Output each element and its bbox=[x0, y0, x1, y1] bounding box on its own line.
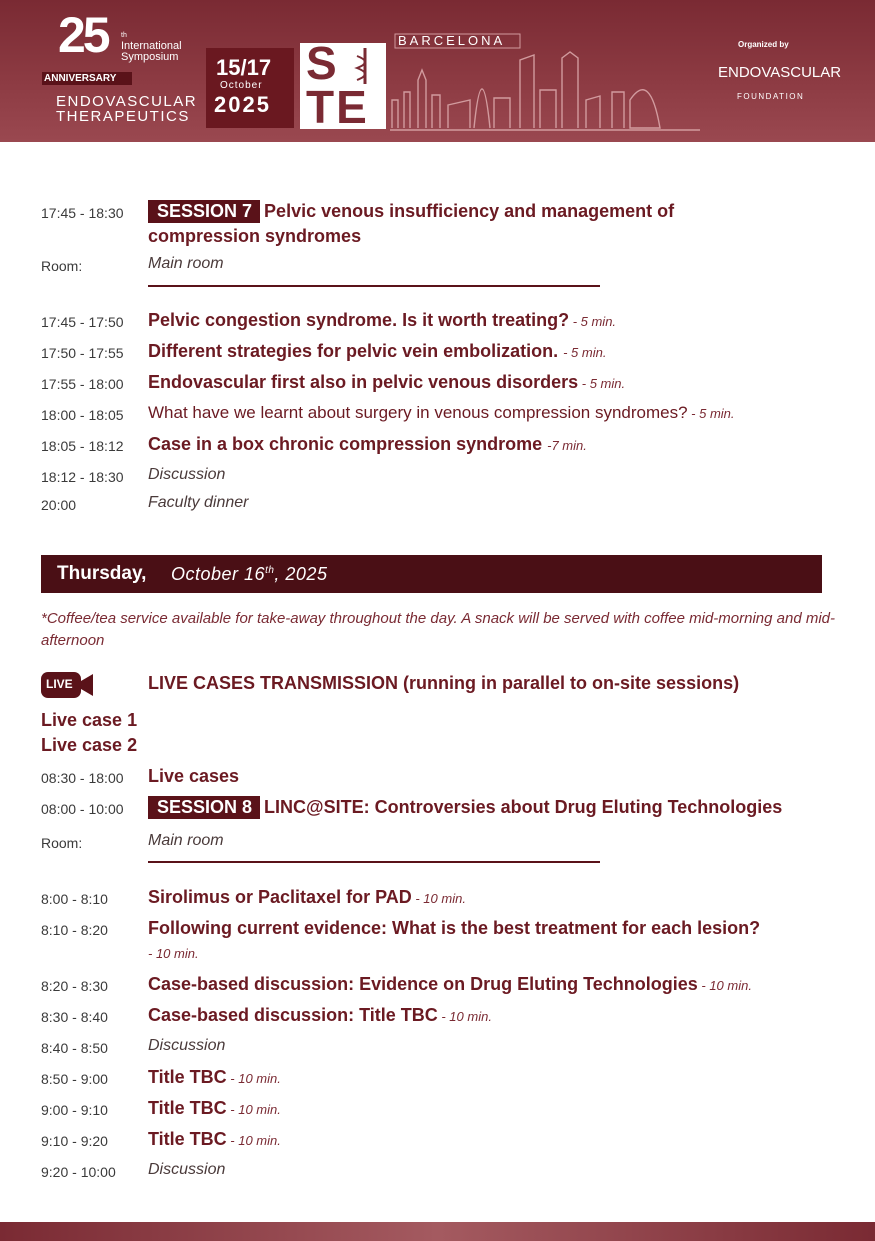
item-time: 18:05 - 18:12 bbox=[41, 438, 124, 454]
session7-title bbox=[148, 200, 674, 223]
session7-badge: SESSION 7 bbox=[148, 200, 260, 223]
anniversary-number: 25 bbox=[58, 7, 108, 63]
item-duration: - 10 min. bbox=[226, 1102, 281, 1117]
item-duration: - 5 min. bbox=[563, 345, 607, 360]
day-date-main: October 16 bbox=[171, 564, 266, 584]
live-icon-label: LIVE bbox=[46, 677, 73, 691]
item-title: Title TBC bbox=[148, 1098, 227, 1118]
agenda-item bbox=[148, 403, 735, 423]
item-title: Pelvic congestion syndrome. Is it worth treating? bbox=[148, 310, 570, 330]
item-time: 17:55 - 18:00 bbox=[41, 376, 124, 392]
discussion-label: Discussion bbox=[148, 1037, 226, 1054]
agenda-item bbox=[148, 887, 466, 908]
item-time: 17:50 - 17:55 bbox=[41, 345, 124, 361]
site-logo-bottom: TE bbox=[306, 81, 369, 133]
agenda-item bbox=[148, 1098, 281, 1119]
item-duration: - 5 min. bbox=[569, 314, 617, 329]
coffee-note: *Coffee/tea service available for take-away throughout the day. A snack will be served with coffee mid-morning and mid-afternoon bbox=[41, 610, 836, 649]
agenda-item bbox=[148, 1129, 281, 1150]
live-cases-label: Live cases bbox=[148, 766, 240, 786]
item-title: What have we learnt about surgery in venous compression syndromes? bbox=[148, 403, 688, 422]
discussion-time: 18:12 - 18:30 bbox=[41, 469, 124, 485]
item-time: 17:45 - 17:50 bbox=[41, 314, 124, 330]
item-duration: - 10 min. bbox=[148, 946, 199, 961]
item-duration: - 10 min. bbox=[226, 1071, 281, 1086]
footer-banner bbox=[0, 1222, 875, 1241]
dates-days: 15/17 bbox=[216, 55, 272, 80]
day-header-bar bbox=[41, 555, 822, 593]
room-label: Room: bbox=[41, 835, 83, 851]
live-video-icon bbox=[41, 671, 95, 704]
discussion-label: Discussion bbox=[148, 1161, 226, 1178]
divider-dash bbox=[595, 861, 600, 863]
divider bbox=[148, 285, 595, 287]
agenda-item: Following current evidence: What is the best treatment for each lesion? bbox=[148, 918, 761, 938]
organizer-name: ENDOVASCULAR bbox=[718, 64, 842, 81]
session7-title-line1: Pelvic venous insufficiency and management of bbox=[264, 201, 675, 221]
live-case-1: Live case 1 bbox=[41, 710, 138, 730]
item-duration: -7 min. bbox=[547, 438, 587, 453]
site-logo-top: S bbox=[306, 37, 337, 89]
agenda-item bbox=[148, 1005, 492, 1026]
subtitle-line2: THERAPEUTICS bbox=[56, 108, 190, 125]
session8-title-text: LINC@SITE: Controversies about Drug Eluting Technologies bbox=[264, 797, 783, 817]
item-duration: - 10 min. bbox=[437, 1009, 492, 1024]
session8-badge: SESSION 8 bbox=[148, 796, 260, 819]
session8-time: 08:00 - 10:00 bbox=[41, 801, 124, 817]
dinner-label: Faculty dinner bbox=[148, 494, 249, 511]
live-heading: LIVE CASES TRANSMISSION (running in parallel to on-site sessions) bbox=[148, 673, 740, 693]
item-title: Case-based discussion: Title TBC bbox=[148, 1005, 438, 1025]
caduceus-icon bbox=[352, 46, 378, 86]
agenda-item bbox=[148, 434, 587, 455]
subtitle-line1: ENDOVASCULAR bbox=[56, 93, 198, 110]
item-duration: - 5 min. bbox=[687, 406, 735, 421]
agenda-item bbox=[148, 1067, 281, 1088]
item-duration: - 10 min. bbox=[226, 1133, 281, 1148]
session7-time: 17:45 - 18:30 bbox=[41, 205, 124, 221]
dates-year: 2025 bbox=[214, 92, 271, 117]
live-case-2: Live case 2 bbox=[41, 735, 138, 755]
live-cases-time: 08:30 - 18:00 bbox=[41, 770, 124, 786]
item-time: 9:00 - 9:10 bbox=[41, 1102, 108, 1118]
day-date bbox=[171, 564, 327, 585]
divider-dash bbox=[595, 285, 600, 287]
header-banner bbox=[0, 0, 875, 142]
item-title: Title TBC bbox=[148, 1129, 227, 1149]
dates-month: October bbox=[220, 80, 263, 91]
item-duration: - 10 min. bbox=[411, 891, 466, 906]
dinner-time: 20:00 bbox=[41, 497, 77, 513]
organized-by-label: Organized by bbox=[738, 40, 789, 49]
item-duration: - 10 min. bbox=[697, 978, 752, 993]
room-name: Main room bbox=[148, 255, 224, 272]
agenda-item bbox=[148, 310, 616, 331]
day-date-sup: th bbox=[265, 565, 275, 576]
day-weekday: Thursday, bbox=[57, 563, 147, 584]
room-label: Room: bbox=[41, 258, 83, 274]
item-title: Sirolimus or Paclitaxel for PAD bbox=[148, 887, 412, 907]
session7-title-line2: compression syndromes bbox=[148, 226, 362, 246]
item-title: Case-based discussion: Evidence on Drug Eluting Technologies bbox=[148, 974, 698, 994]
room-name: Main room bbox=[148, 832, 224, 849]
item-duration: - 5 min. bbox=[578, 376, 626, 391]
item-time: 8:20 - 8:30 bbox=[41, 978, 108, 994]
symposium-line1: International bbox=[121, 40, 182, 52]
city-name: BARCELONA bbox=[398, 33, 506, 48]
session8-title bbox=[148, 796, 782, 819]
agenda-item bbox=[148, 341, 606, 362]
item-time: 8:50 - 9:00 bbox=[41, 1071, 108, 1087]
item-time: 8:10 - 8:20 bbox=[41, 922, 108, 938]
anniversary-label: ANNIVERSARY bbox=[42, 72, 132, 85]
symposium-line2: Symposium bbox=[121, 51, 179, 63]
item-title: Endovascular first also in pelvic venous disorders bbox=[148, 372, 579, 392]
agenda-item bbox=[148, 974, 752, 995]
item-title: Case in a box chronic compression syndrome bbox=[148, 434, 548, 454]
divider bbox=[148, 861, 595, 863]
item-title: Title TBC bbox=[148, 1067, 227, 1087]
item-time: 8:30 - 8:40 bbox=[41, 1009, 108, 1025]
anniversary-suffix: th bbox=[121, 32, 127, 39]
item-time: 8:00 - 8:10 bbox=[41, 891, 108, 907]
discussion-time: 9:20 - 10:00 bbox=[41, 1164, 116, 1180]
agenda-item bbox=[148, 372, 625, 393]
item-time: 18:00 - 18:05 bbox=[41, 407, 124, 423]
item-title: Different strategies for pelvic vein embolization. bbox=[148, 341, 564, 361]
organizer-sub: FOUNDATION bbox=[737, 92, 805, 101]
discussion-time: 8:40 - 8:50 bbox=[41, 1040, 108, 1056]
day-date-year: , 2025 bbox=[274, 564, 328, 584]
item-time: 9:10 - 9:20 bbox=[41, 1133, 108, 1149]
discussion-label: Discussion bbox=[148, 466, 226, 483]
